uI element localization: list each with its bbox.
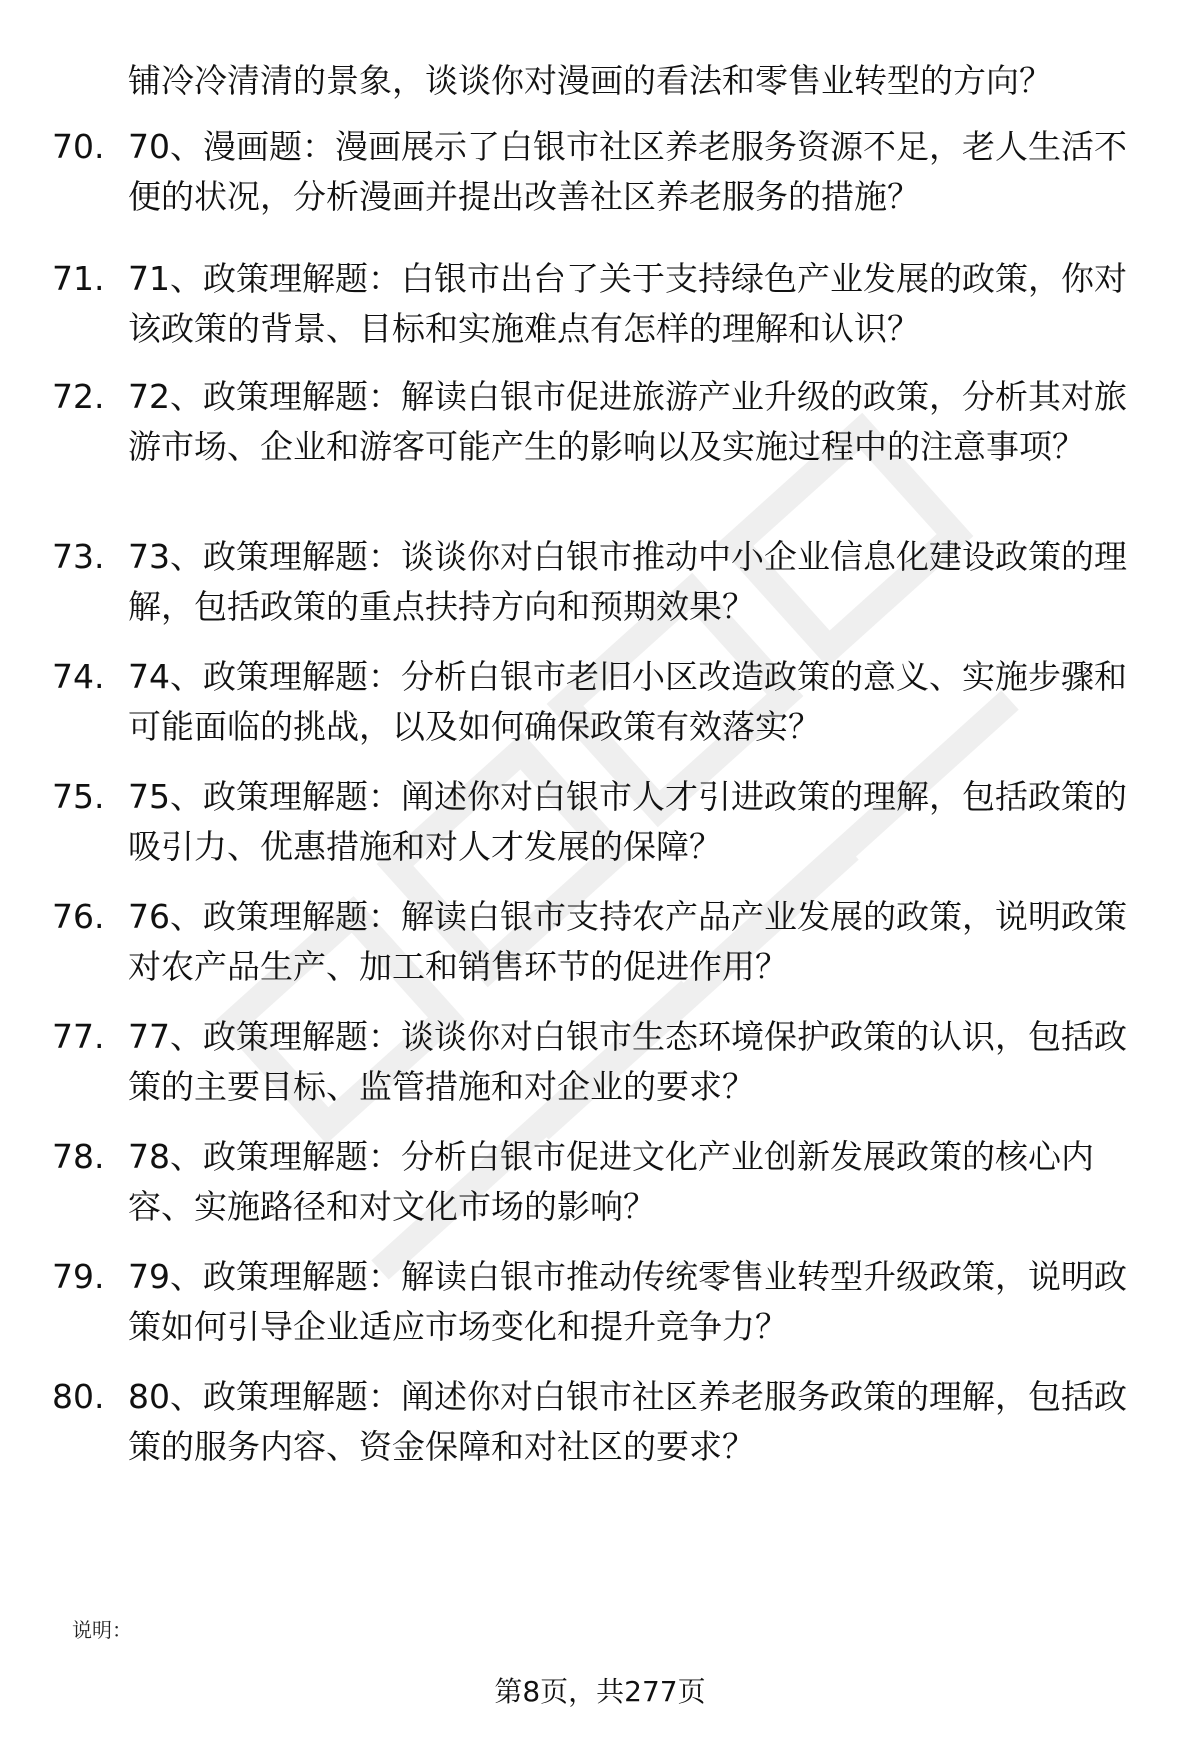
page-footer: 第8页，共277页 (494, 1675, 706, 1708)
item-text: 73、政策理解题：谈谈你对白银市推动中小企业信息化建设政策的理解，包括政策的重点扶持方向和预期效果？ (128, 537, 1127, 626)
item-number: 77. (52, 1017, 105, 1056)
item-text: 80、政策理解题：阐述你对白银市社区养老服务政策的理解，包括政策的服务内容、资金保障和对社区的要求？ (128, 1377, 1127, 1466)
item-number: 76. (52, 897, 105, 936)
item-number: 78. (52, 1137, 105, 1176)
item-number: 74. (52, 657, 105, 696)
item-text: 70、漫画题：漫画展示了白银市社区养老服务资源不足，老人生活不便的状况，分析漫画并提出改善社区养老服务的措施？ (128, 127, 1127, 216)
item-number: 79. (52, 1257, 105, 1296)
item-text: 72、政策理解题：解读白银市促进旅游产业升级的政策，分析其对旅游市场、企业和游客可能产生的影响以及实施过程中的注意事项？ (128, 377, 1127, 466)
item-text: 71、政策理解题：白银市出台了关于支持绿色产业发展的政策，你对该政策的背景、目标和实施难点有怎样的理解和认识？ (128, 259, 1127, 348)
item-text: 74、政策理解题：分析白银市老旧小区改造政策的意义、实施步骤和可能面临的挑战，以及如何确保政策有效落实？ (128, 657, 1127, 746)
item-text: 77、政策理解题：谈谈你对白银市生态环境保护政策的认识，包括政策的主要目标、监管措施和对企业的要求？ (128, 1017, 1127, 1106)
item-text: 79、政策理解题：解读白银市推动传统零售业转型升级政策，说明政策如何引导企业适应市场变化和提升竞争力？ (128, 1257, 1127, 1346)
item-number: 71. (52, 259, 105, 298)
item-number: 73. (52, 537, 105, 576)
item-number: 72. (52, 377, 105, 416)
continuation-text: 铺冷冷清清的景象，谈谈你对漫画的看法和零售业转型的方向？ (128, 61, 1052, 100)
item-text: 76、政策理解题：解读白银市支持农产品产业发展的政策，说明政策对农产品生产、加工和销售环节的促进作用？ (128, 897, 1127, 986)
item-number: 75. (52, 777, 105, 816)
item-text: 75、政策理解题：阐述你对白银市人才引进政策的理解，包括政策的吸引力、优惠措施和对人才发展的保障？ (128, 777, 1127, 866)
item-number: 80. (52, 1377, 105, 1416)
item-number: 70. (52, 127, 105, 166)
item-text: 78、政策理解题：分析白银市促进文化产业创新发展政策的核心内容、实施路径和对文化市场的影响？ (128, 1137, 1094, 1226)
note-label: 说明： (72, 1618, 132, 1642)
